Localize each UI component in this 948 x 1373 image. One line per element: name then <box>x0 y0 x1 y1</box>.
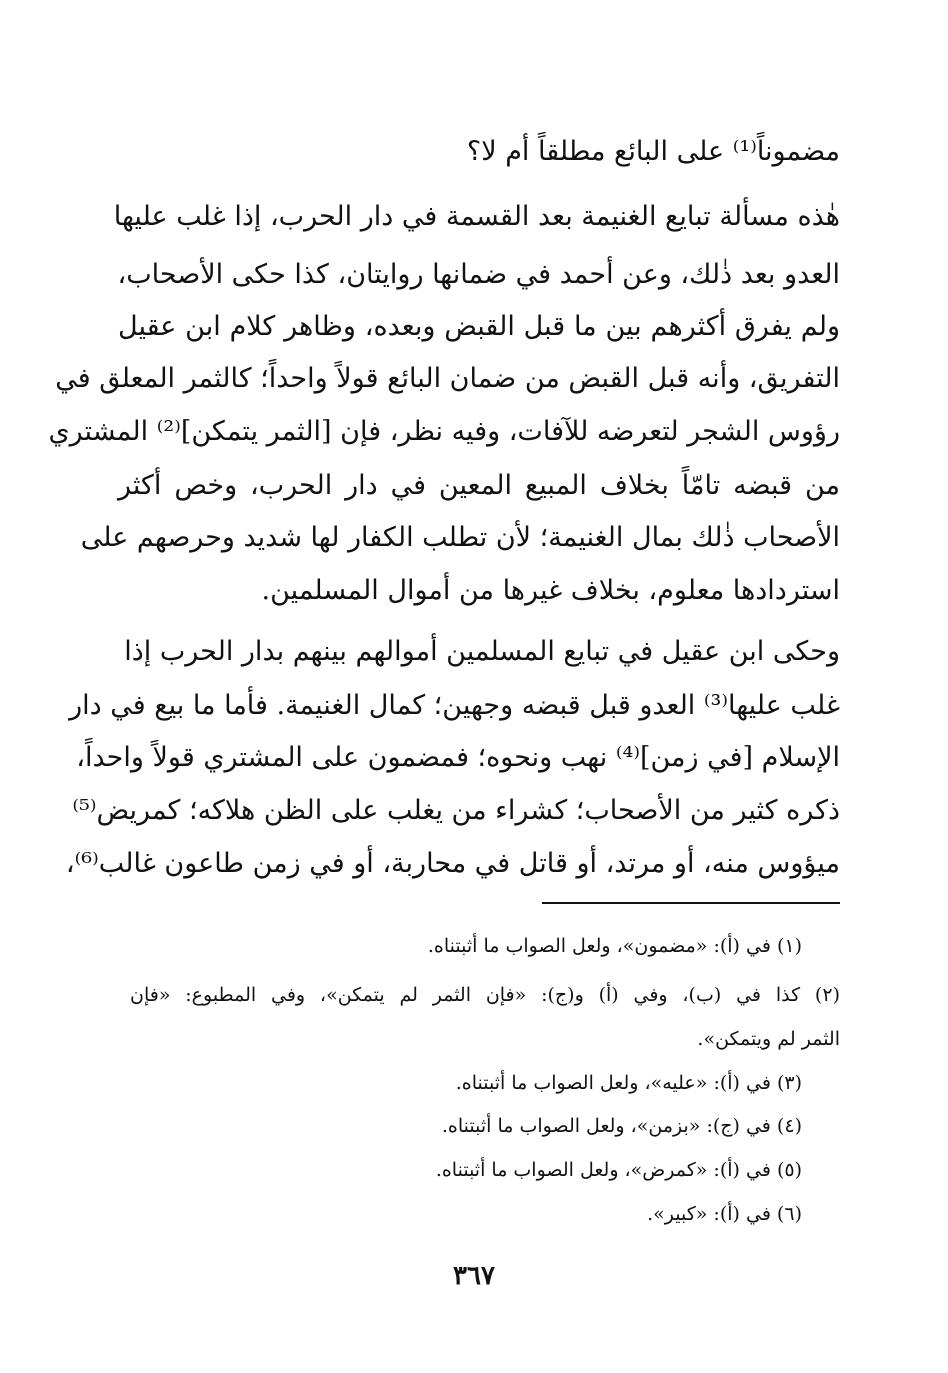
text-line-1: مضموناً⁽¹⁾ على البائع مطلقاً أم لا؟ <box>466 136 840 167</box>
text-line-11: غلب عليها⁽³⁾ العدو قبل قبضه وجهين؛ كمال الغنيمة. فأما ما بيع في دار <box>69 690 840 721</box>
text-line-14: ميؤوس منه، أو مرتد، أو قاتل في محاربة، أو في زمن طاعون غالب⁽⁶⁾، <box>65 848 840 879</box>
text-line-13: ذكره كثير من الأصحاب؛ كشراء من يغلب على الظن هلاكه؛ كمريض⁽⁵⁾ <box>72 795 840 826</box>
text-line-8: الأصحاب ذٰلك بمال الغنيمة؛ لأن تطلب الكفار لها شديد وحرصهم على <box>80 522 840 553</box>
text-line-6: رؤوس الشجر لتعرضه للآفات، وفيه نظر، فإن [الثمر يتمكن]⁽²⁾ المشتري <box>48 416 840 447</box>
text-line-2: هٰذه مسألة تبايع الغنيمة بعد القسمة في دار الحرب، إذا غلب عليها <box>113 201 840 232</box>
footnote-1: (١) في (أ): «مضمون»، ولعل الصواب ما أثبتناه. <box>427 935 802 957</box>
footnote-divider <box>542 902 840 904</box>
text-line-4: ولم يفرق أكثرهم بين ما قبل القبض وبعده، وظاهر كلام ابن عقيل <box>118 311 840 342</box>
footnote-6: (٦) في (أ): «كبير». <box>647 1203 802 1225</box>
text-line-12: الإسلام [في زمن]⁽⁴⁾ نهب ونحوه؛ فمضمون على المشتري قولاً واحداً، <box>76 742 840 773</box>
footnote-2: (٢) كذا في (ب)، وفي (أ) و(ج): «فإن الثمر لم يتمكن»، وفي المطبوع: «فإن <box>130 984 840 1006</box>
text-line-3: العدو بعد ذٰلك، وعن أحمد في ضمانها روايتان، كذا حكى الأصحاب، <box>117 259 840 290</box>
text-line-5: التفريق، وأنه قبل القبض من ضمان البائع قولاً واحداً؛ كالثمر المعلق في <box>55 363 840 394</box>
footnote-3: (٣) في (أ): «عليه»، ولعل الصواب ما أثبتناه. <box>455 1072 802 1094</box>
footnote-4: (٤) في (ج): «بزمن»، ولعل الصواب ما أثبتناه. <box>441 1115 802 1137</box>
footnote-5: (٥) في (أ): «كمرض»، ولعل الصواب ما أثبتناه. <box>435 1159 802 1181</box>
text-line-9: استردادها معلوم، بخلاف غيرها من أموال المسلمين. <box>261 575 840 606</box>
page-number: ٣٦٧ <box>453 1261 495 1291</box>
text-line-10: وحكى ابن عقيل في تبايع المسلمين أموالهم بينهم بدار الحرب إذا <box>124 636 840 667</box>
text-line-7: من قبضه تامّاً بخلاف المبيع المعين في دار الحرب، وخص أكثر <box>118 470 840 501</box>
footnote-2-continued: الثمر لم ويتمكن». <box>697 1028 840 1050</box>
